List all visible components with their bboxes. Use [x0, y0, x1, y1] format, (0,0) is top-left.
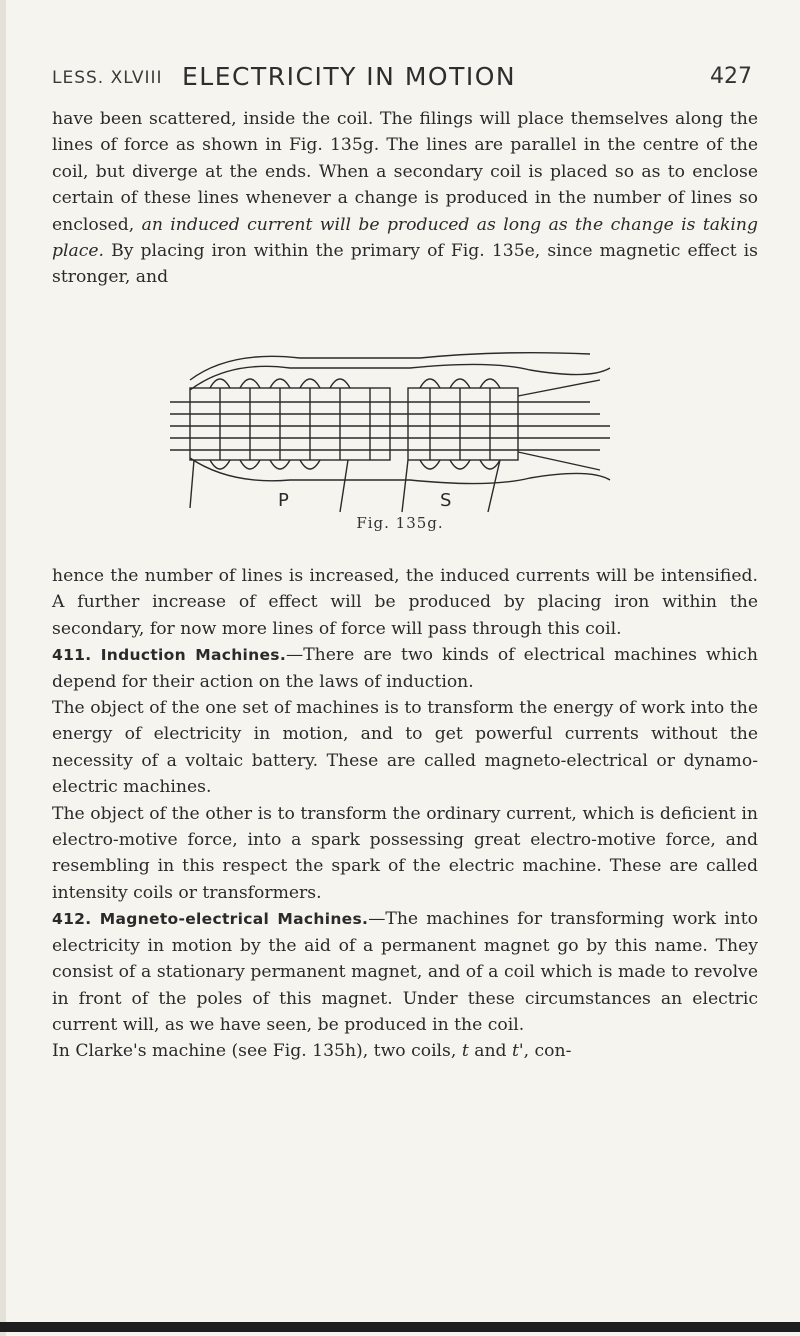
section-411 [52, 642, 758, 695]
section-411-text: —There are two kinds of electrical machines which depend for their action on the laws of induction. [52, 645, 758, 692]
section-412-heading: 412. Magneto-electrical Machines. [52, 910, 369, 929]
main-text [52, 563, 758, 1065]
clarke-lead: In Clarke's machine (see Fig. 135h), two coils, [52, 1041, 462, 1062]
para1-tail: By placing iron within the primary of Fig. 135e, since magnetic effect is stronger, and [52, 241, 758, 288]
clarke-tail: , con- [523, 1041, 572, 1062]
paragraph-lines-of-force [52, 106, 758, 291]
page-number: 427 [710, 64, 752, 89]
paragraph-transformers: The object of the other is to transform the ordinary current, which is deficient in electro-motive force, into a spark possessing great electro-motive force, and resembling in this respect the spark of the electric machine. These are called intensity coils or transformers. [52, 803, 758, 903]
coil-diagram [170, 340, 630, 515]
clarke-mid: and [468, 1041, 512, 1062]
page-bottom-edge [0, 1322, 800, 1332]
chapter-title: ELECTRICITY IN MOTION [182, 62, 517, 91]
figure-caption: Fig. 135g. [356, 514, 444, 532]
para1-italic: an induced current will be produced as long as the change is taking place. [52, 214, 759, 262]
para1-lead: have been scattered, inside the coil. The filings will place themselves along the lines of force as shown in Fig. 135g. The lines are parallel in the centre of the coil, but diverge at the ends. When a secondary coil is placed so as to enclose certain of these lines whenever a change is produced in the number of lines so enclosed, [52, 109, 758, 235]
page-edge [0, 0, 6, 1336]
section-411-heading: 411. Induction Machines. [52, 646, 287, 665]
paragraph-clarke [52, 1038, 758, 1064]
paragraph-intensified: hence the number of lines is increased, the induced currents will be intensified. A further increase of effect will be produced by placing iron within the secondary, for now more lines of force will pass through this coil. [52, 566, 758, 639]
coil-t-prime: t' [511, 1041, 524, 1062]
paragraph-magneto: The object of the one set of machines is to transform the energy of work into the energy of electricity in motion, and to get powerful currents without the necessity of a voltaic battery. These are called magneto-electrical or dynamo-electric machines. [52, 698, 758, 798]
running-head [52, 62, 752, 92]
section-412 [52, 906, 758, 1038]
primary-label: P [278, 490, 289, 511]
section-412-text: —The machines for transforming work into electricity in motion by the aid of a permanent magnet go by this name. They consist of a stationary permanent magnet, and of a coil which is made to revolve in front of the poles of this magnet. Under these circumstances an electric current will, as we have seen, be produced in the coil. [52, 909, 758, 1035]
secondary-coil [408, 388, 518, 460]
lesson-label: LESS. XLVIII [52, 68, 163, 88]
coil-t: t [461, 1041, 469, 1062]
secondary-label: S [440, 490, 452, 511]
